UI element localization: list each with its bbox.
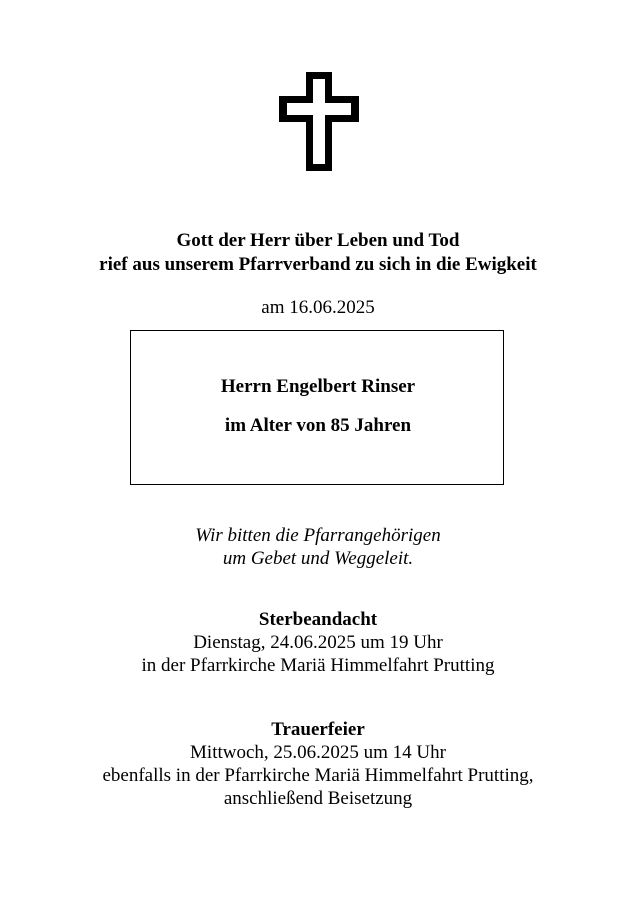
request-line-1: Wir bitten die Pfarrangehörigen (195, 525, 441, 546)
request-line-2: um Gebet und Weggeleit. (222, 548, 414, 569)
deceased-box (130, 330, 504, 485)
sterbeandacht-when: Dienstag, 24.06.2025 um 19 Uhr (193, 632, 443, 653)
heading-line-1: Gott der Herr über Leben und Tod (176, 230, 460, 251)
trauerfeier-title: Trauerfeier (271, 719, 365, 740)
death-date: am 16.06.2025 (261, 297, 375, 318)
trauerfeier-when: Mittwoch, 25.06.2025 um 14 Uhr (190, 742, 446, 763)
sterbeandacht-where: in der Pfarrkirche Mariä Himmelfahrt Prutting (141, 655, 495, 676)
sterbeandacht-title: Sterbeandacht (258, 609, 378, 630)
trauerfeier-where: ebenfalls in der Pfarrkirche Mariä Himmelfahrt Prutting, (102, 765, 534, 786)
latin-cross-icon (279, 72, 359, 171)
deceased-age: im Alter von 85 Jahren (224, 415, 412, 436)
trauerfeier-after: anschließend Beisetzung (223, 788, 413, 809)
deceased-name: Herrn Engelbert Rinser (220, 376, 416, 397)
heading-line-2: rief aus unserem Pfarrverband zu sich in die Ewigkeit (99, 254, 537, 275)
